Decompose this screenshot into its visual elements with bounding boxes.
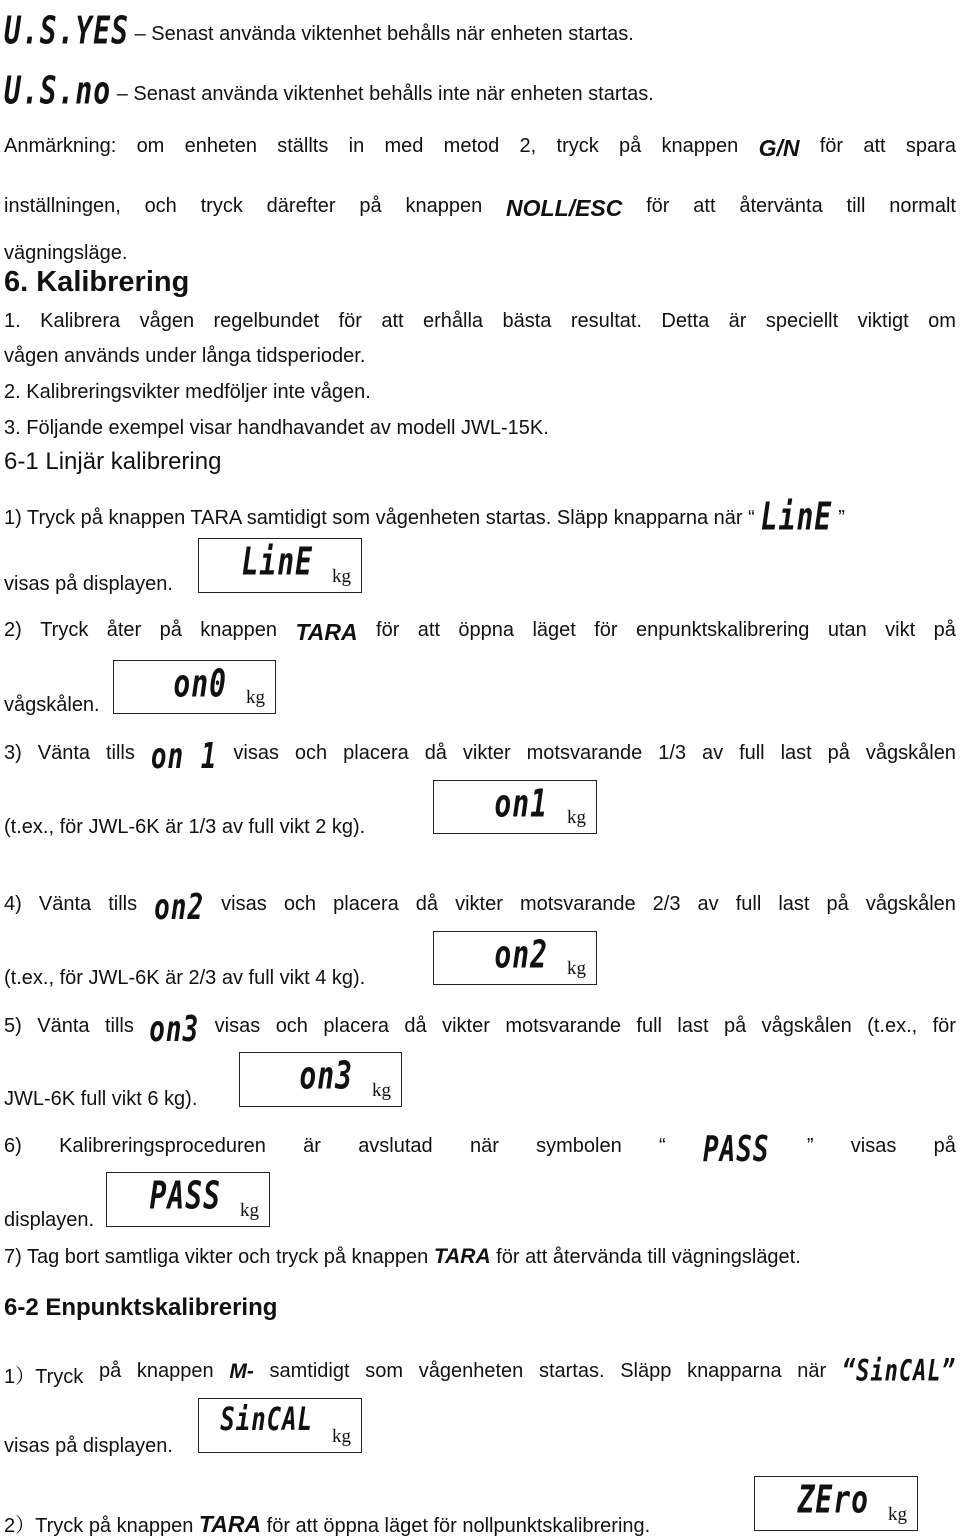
word: när <box>797 1360 827 1382</box>
word: knappen <box>405 195 483 217</box>
word: som <box>365 1360 404 1382</box>
word: 1/3 <box>658 742 687 764</box>
s6-p1-line1 <box>4 310 956 333</box>
word: knapparna <box>687 1360 782 1382</box>
word: placera <box>323 1015 389 1037</box>
word: när <box>469 1135 499 1157</box>
lcd-unit: kg <box>567 807 586 828</box>
tara-key: TARA <box>433 1245 491 1268</box>
step-text: 7) Tag bort samtliga vikter och tryck på knappen <box>4 1246 434 1268</box>
word: vikter <box>462 742 511 764</box>
on1-symbol: on 1 <box>150 736 218 778</box>
lcd-readout: SinCAL <box>220 1400 313 1438</box>
word: placera <box>333 893 399 915</box>
word: metod <box>443 135 500 157</box>
word: för <box>932 1015 956 1037</box>
word: knappen <box>136 1360 214 1382</box>
word: vågskålen <box>761 1015 852 1037</box>
s61-step6-line2: displayen. <box>4 1209 95 1231</box>
word: åter <box>106 619 142 641</box>
word: samtidigt <box>269 1360 350 1382</box>
lcd-unit: kg <box>567 958 586 979</box>
s62-title: 6-2 Enpunktskalibrering <box>4 1294 278 1321</box>
section-6-title: 6. Kalibrering <box>4 266 190 298</box>
word: Detta <box>661 310 710 332</box>
usyes-symbol: U.S.YES <box>4 8 130 53</box>
lcd-readout: on2 <box>494 932 548 977</box>
word: för <box>338 310 362 332</box>
word: vågskålen <box>865 742 956 764</box>
word: motsvarande <box>505 1015 621 1037</box>
word: och <box>144 195 177 217</box>
word: (t.ex., <box>867 1015 918 1037</box>
lcd-readout: on0 <box>173 661 227 706</box>
word: in <box>348 135 365 157</box>
word: 1. <box>4 310 21 332</box>
s61-step2-line2: vågskålen. <box>4 694 100 716</box>
pass-symbol: PASS <box>702 1129 770 1171</box>
word: 3) <box>4 742 22 764</box>
lcd-display-on2 <box>433 931 597 985</box>
word: om <box>928 310 956 332</box>
word: resultat. <box>570 310 642 332</box>
sincal-symbol: “SinCAL” <box>841 1354 956 1389</box>
word: tills <box>105 742 135 764</box>
word: startas. <box>538 1360 605 1382</box>
word: regelbundet <box>213 310 320 332</box>
s61-step3-line1 <box>4 736 956 778</box>
word: läget <box>532 619 576 641</box>
word: bästa <box>502 310 552 332</box>
word: inställningen, <box>4 195 121 217</box>
word: Kalibreringsproceduren <box>59 1135 266 1157</box>
word: återvänta <box>739 195 823 217</box>
on3-symbol: on3 <box>149 1009 200 1051</box>
word: för <box>819 135 844 157</box>
word: 2) <box>4 619 22 641</box>
word: vikt <box>885 619 916 641</box>
word: till <box>846 195 866 217</box>
word: knappen <box>200 619 278 641</box>
word: är <box>303 1135 321 1157</box>
m-minus-key: M- <box>229 1360 254 1383</box>
s61-step1-line1 <box>4 494 845 539</box>
word: tills <box>104 1015 134 1037</box>
word: och <box>283 893 317 915</box>
word: och <box>275 1015 308 1037</box>
remark-line-3: vägningsläge. <box>4 242 128 264</box>
word: viktigt <box>857 310 909 332</box>
word: på <box>933 1135 956 1157</box>
lcd-readout: PASS <box>149 1173 221 1218</box>
lcd-display-on0 <box>113 660 276 714</box>
word: om <box>136 135 165 157</box>
word: på <box>619 135 642 157</box>
s62-step1-line1 <box>4 1354 956 1389</box>
word: då <box>424 742 447 764</box>
word: på <box>98 1360 122 1382</box>
word: att <box>863 135 886 157</box>
word: placera <box>343 742 409 764</box>
word: då <box>415 893 439 915</box>
word: last <box>677 1015 709 1037</box>
word: på <box>159 619 182 641</box>
word: symbolen <box>536 1135 622 1157</box>
word: normalt <box>889 195 956 217</box>
s62-step2 <box>4 1509 650 1538</box>
word: att <box>381 310 404 332</box>
s61-step5-line1 <box>4 1009 956 1051</box>
s61-step4-line2: (t.ex., för JWL-6K är 2/3 av full vikt 4 kg). <box>4 967 366 989</box>
word: vågenheten <box>418 1360 524 1382</box>
lcd-readout: on3 <box>299 1053 353 1098</box>
lcd-display-sincal <box>198 1398 362 1453</box>
word: på <box>827 742 850 764</box>
s62-step1-line2: visas på displayen. <box>4 1435 173 1457</box>
word: vikter <box>442 1015 490 1037</box>
line-symbol: LinE <box>760 494 833 539</box>
s61-step6-line1 <box>4 1129 956 1171</box>
word: att <box>417 619 441 641</box>
word: tryck <box>556 135 599 157</box>
word: full <box>739 742 765 764</box>
s61-title: 6-1 Linjär kalibrering <box>4 448 222 475</box>
step-text: för att återvända till vägningsläget. <box>490 1246 801 1268</box>
s61-step2-line1 <box>4 619 956 646</box>
usyes-line <box>4 8 634 53</box>
tara-key: TARA <box>198 1511 262 1537</box>
s61-step4-line1 <box>4 887 956 929</box>
word: 2/3 <box>652 893 681 915</box>
lcd-unit: kg <box>888 1504 907 1525</box>
word: öppna <box>458 619 515 641</box>
word: enheten <box>184 135 257 157</box>
word: motsvarande <box>519 893 636 915</box>
word: vågskålen <box>865 893 956 915</box>
lcd-unit: kg <box>332 1426 351 1447</box>
word: avslutad <box>358 1135 433 1157</box>
word: vikter <box>455 893 503 915</box>
lcd-unit: kg <box>372 1080 391 1101</box>
word: och <box>294 742 328 764</box>
lcd-display-on3 <box>239 1052 402 1107</box>
word: knappen <box>661 135 739 157</box>
word: för <box>376 619 400 641</box>
word: visas <box>214 1015 261 1037</box>
step-text: 2）Tryck på knappen <box>4 1515 199 1537</box>
word: “ <box>659 1135 666 1157</box>
word: full <box>636 1015 662 1037</box>
s61-step5-line2: JWL-6K full vikt 6 kg). <box>4 1088 198 1110</box>
word: är <box>728 310 747 332</box>
word: motsvarande <box>526 742 643 764</box>
word: ” <box>806 1135 814 1157</box>
noll-esc-key: NOLL/ESC <box>506 195 623 221</box>
word: erhålla <box>423 310 484 332</box>
s6-p3: 3. Följande exempel visar handhavandet av modell JWL-15K. <box>4 417 549 439</box>
s61-step7 <box>4 1245 801 1269</box>
word: visas <box>221 893 267 915</box>
word: att <box>693 195 716 217</box>
word: på <box>359 195 382 217</box>
word: 5) <box>4 1015 22 1037</box>
lcd-unit: kg <box>240 1200 259 1221</box>
word: visas <box>233 742 279 764</box>
word: på <box>826 893 849 915</box>
lcd-readout: on1 <box>494 781 548 826</box>
remark-line-2 <box>4 195 956 222</box>
remark-line-1 <box>4 135 956 162</box>
s61-step3-line2: (t.ex., för JWL-6K är 1/3 av full vikt 2 kg). <box>4 816 366 838</box>
word: tills <box>108 893 138 915</box>
lcd-display-on1 <box>433 780 597 834</box>
word: visas <box>850 1135 897 1157</box>
word: för <box>646 195 670 217</box>
on2-symbol: on2 <box>154 887 205 929</box>
usyes-text: – Senast använda viktenhet behålls när enheten startas. <box>134 23 634 45</box>
lcd-readout: ZEro <box>797 1477 869 1522</box>
word: Kalibrera <box>40 310 121 332</box>
word: med <box>384 135 424 157</box>
lcd-unit: kg <box>332 566 351 587</box>
step-text: ” <box>838 507 845 529</box>
word: Vänta <box>37 1015 90 1037</box>
s6-p1-line2: vågen används under långa tidsperioder. <box>4 345 366 367</box>
word: på <box>723 1015 747 1037</box>
word: då <box>404 1015 427 1037</box>
word: Vänta <box>38 893 92 915</box>
lcd-display-zero <box>754 1476 918 1531</box>
word: därefter <box>266 195 336 217</box>
word: Tryck <box>40 619 89 641</box>
word: för <box>594 619 618 641</box>
step-text: för att öppna läget för nollpunktskalibrering. <box>261 1515 651 1537</box>
usno-text: – Senast använda viktenhet behålls inte när enheten startas. <box>116 83 654 105</box>
word: last <box>780 742 812 764</box>
word: utan <box>827 619 867 641</box>
word: 2, <box>519 135 537 157</box>
word: tryck <box>200 195 243 217</box>
word: spara <box>905 135 956 157</box>
word: vågen <box>139 310 195 332</box>
lcd-readout: LinE <box>241 539 313 584</box>
word: på <box>933 619 956 641</box>
word: full <box>735 893 762 915</box>
word: 6) <box>4 1135 22 1157</box>
lcd-display-line <box>198 538 362 593</box>
word: 1）Tryck <box>4 1366 84 1388</box>
lcd-display-pass <box>106 1172 270 1227</box>
word: Vänta <box>37 742 91 764</box>
word: 4) <box>4 893 22 915</box>
word: ställts <box>277 135 329 157</box>
s6-p2: 2. Kalibreringsvikter medföljer inte vågen. <box>4 381 371 403</box>
word: last <box>778 893 810 915</box>
word: speciellt <box>765 310 839 332</box>
usno-symbol: U.S.no <box>4 68 112 113</box>
word: av <box>701 742 724 764</box>
lcd-unit: kg <box>246 687 265 708</box>
word: Anmärkning: <box>4 135 117 157</box>
tara-key: TARA <box>295 619 358 645</box>
gn-key: G/N <box>758 135 800 161</box>
word: enpunktskalibrering <box>635 619 810 641</box>
s61-step1-line2: visas på displayen. <box>4 573 173 595</box>
word: Släpp <box>620 1360 672 1382</box>
usno-line <box>4 68 654 113</box>
step-text: 1) Tryck på knappen TARA samtidigt som vågenheten startas. Släpp knapparna när “ <box>4 507 755 529</box>
word: av <box>697 893 719 915</box>
